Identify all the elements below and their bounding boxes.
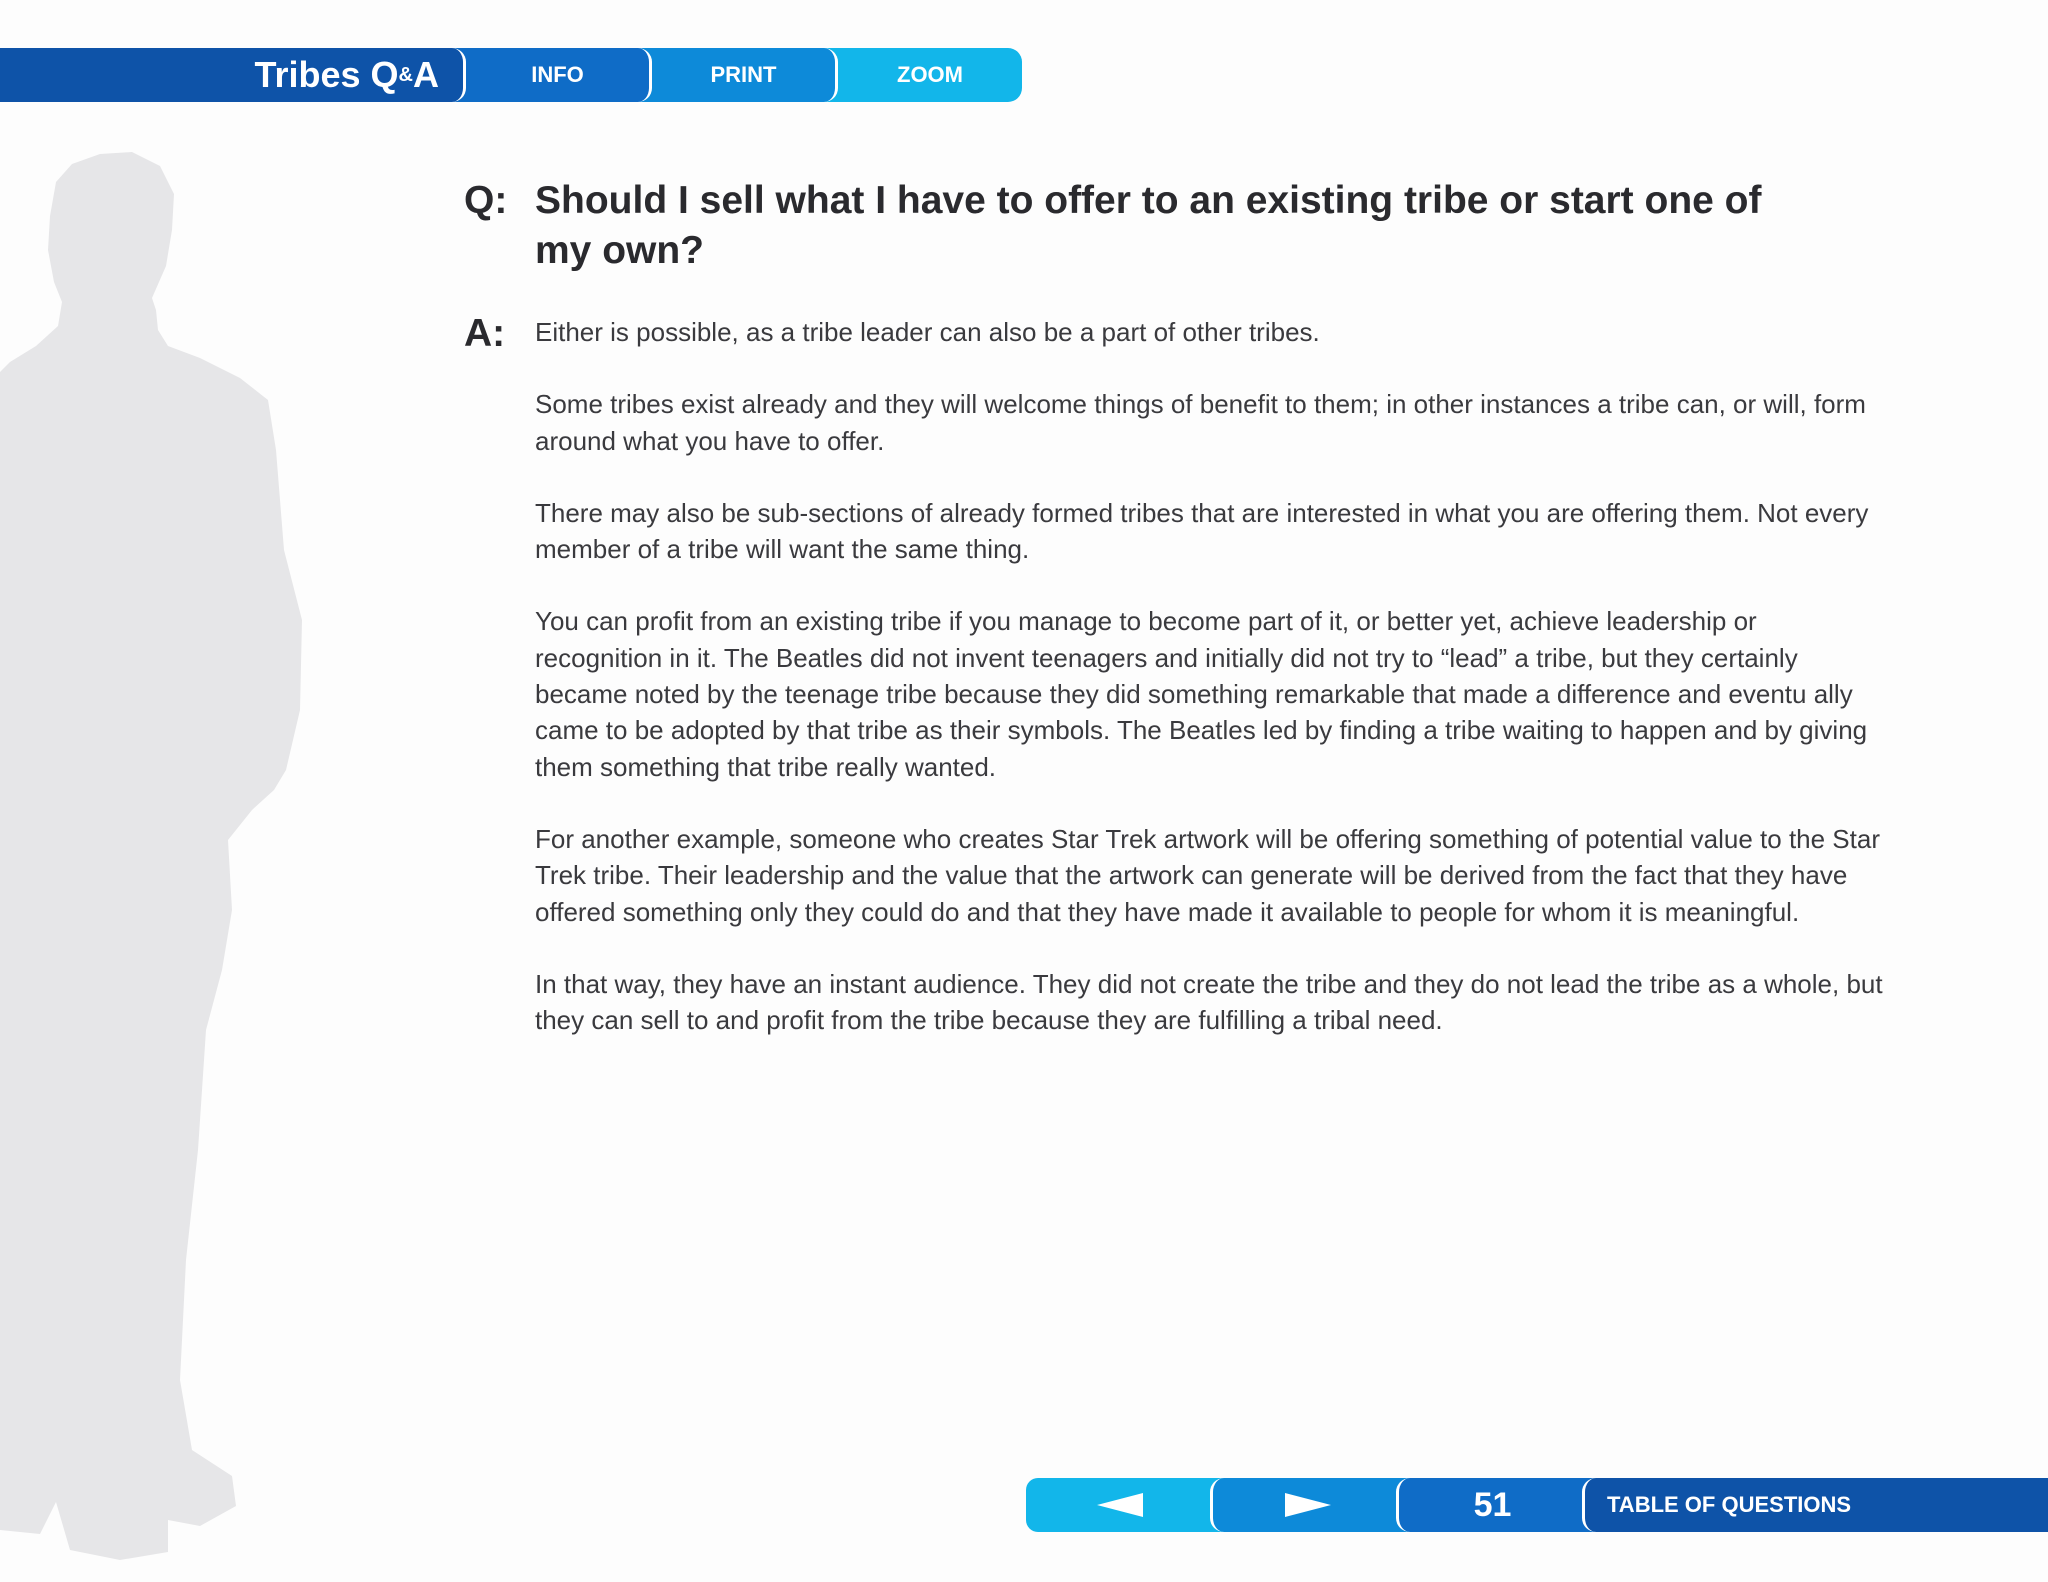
top-navigation bbox=[0, 48, 1022, 102]
brand-title-main: Tribes Q bbox=[254, 54, 399, 95]
table-of-questions-label: TABLE OF QUESTIONS bbox=[1607, 1492, 1852, 1517]
zoom-tab[interactable] bbox=[812, 48, 1022, 102]
page-number-indicator bbox=[1396, 1478, 1612, 1532]
question-marker: Q: bbox=[464, 179, 508, 222]
answer-paragraph: Either is possible, as a tribe leader can also be a part of other tribes. bbox=[535, 317, 1320, 347]
zoom-tab-label: ZOOM bbox=[897, 62, 963, 87]
table-of-questions-button[interactable] bbox=[1582, 1478, 2048, 1532]
answer-paragraph: For another example, someone who creates Star Trek artwork will be offering something of potential value to the Star Trek tribe. Their leadership and the value that the artwork can generate will be derived from the fact that they have offered something only they could do and that they have made it available to people for whom it is meaningful. bbox=[535, 823, 1880, 927]
qa-content bbox=[464, 176, 1884, 1074]
info-tab[interactable] bbox=[440, 48, 652, 102]
question-text: Should I sell what I have to offer to an existing tribe or start one of my own? bbox=[535, 179, 1762, 272]
answer-body bbox=[535, 314, 1884, 1074]
info-tab-label: INFO bbox=[531, 62, 584, 87]
brand-title-ampersand: & bbox=[398, 63, 413, 86]
answer-paragraph: Some tribes exist already and they will welcome things of benefit to them; in other instances a tribe can, or will, form around what you have to offer. bbox=[535, 389, 1866, 456]
answer-paragraph: You can profit from an existing tribe if you manage to become part of it, or better yet, achieve leadership or recognition in it. The Beatles did not invent teenagers and initially did not try to “lead” a tribe, but they certainly became noted by the teenage tribe because they did something remarkable that made a difference and eventu ally came to be adopted by that tribe as their symbols. The Beatles led by finding a tribe waiting to happen and by giving them something that tribe really wanted. bbox=[535, 606, 1868, 782]
answer-paragraph: In that way, they have an instant audience. They did not create the tribe and they do not lead the tribe as a whole, but they can sell to and profit from the tribe because they are fulfilling a tribal need. bbox=[535, 968, 1883, 1036]
left-arrow-icon bbox=[1097, 1493, 1145, 1517]
bottom-navigation bbox=[1026, 1478, 2048, 1532]
answer-marker: A: bbox=[464, 312, 506, 355]
person-silhouette-image bbox=[0, 150, 320, 1570]
brand-title-end: A bbox=[413, 54, 439, 95]
answer-row bbox=[464, 314, 1884, 1074]
page-number: 51 bbox=[1473, 1485, 1512, 1524]
answer-paragraph: There may also be sub-sections of already formed tribes that are interested in what you are offering them. Not every member of a tribe will want the same thing. bbox=[535, 497, 1869, 565]
next-page-button[interactable] bbox=[1210, 1478, 1426, 1532]
print-tab-label: PRINT bbox=[710, 62, 777, 87]
question-row bbox=[464, 176, 1884, 276]
print-tab[interactable] bbox=[626, 48, 838, 102]
right-arrow-icon bbox=[1283, 1493, 1331, 1517]
tribes-qa-home-tab[interactable] bbox=[0, 48, 466, 102]
